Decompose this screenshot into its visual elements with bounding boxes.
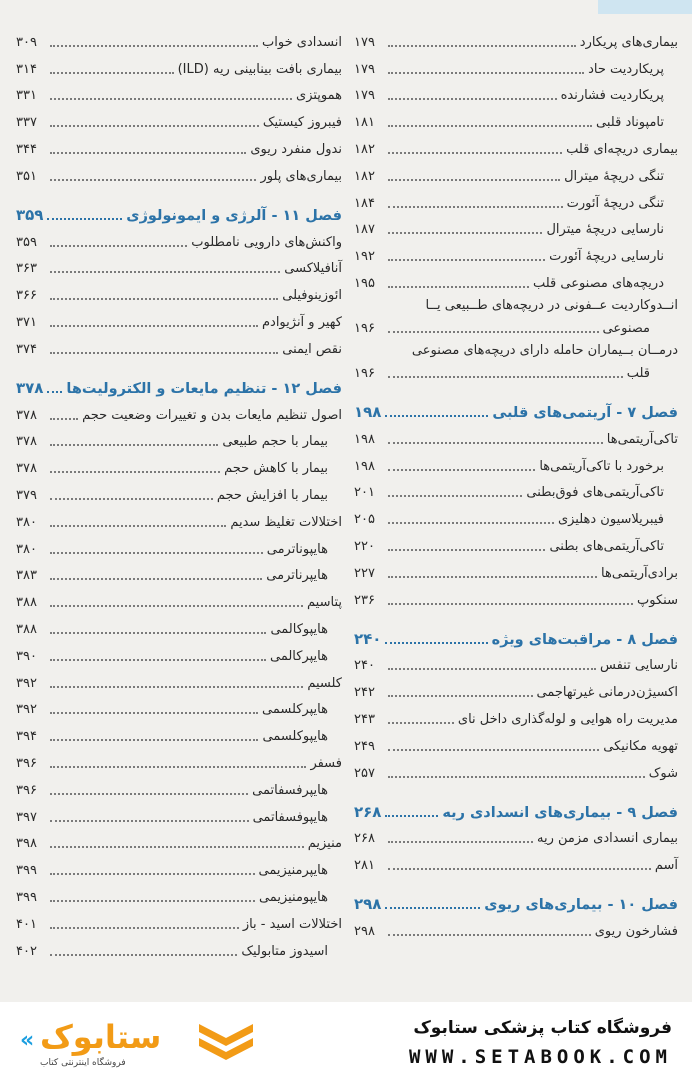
dot-leader — [388, 152, 562, 154]
toc-entry — [16, 158, 342, 185]
toc-entry-title: آنافیلاکسی — [284, 261, 342, 277]
toc-entry-title: ندول منفرد ریوی — [250, 141, 342, 157]
toc-entry-title: آسم — [654, 858, 678, 874]
toc-entry-title: نارسایی تنفس — [600, 658, 678, 674]
dot-leader — [388, 722, 454, 724]
toc-subentry — [16, 558, 342, 585]
toc-subentry — [16, 692, 342, 719]
toc-entry-title: کلسیم — [307, 675, 342, 691]
dot-leader — [385, 415, 488, 417]
dot-leader — [388, 603, 633, 605]
dot-leader — [50, 98, 292, 100]
toc-entry-title: فیبروز کیستیک — [262, 115, 342, 131]
dot-leader — [388, 868, 651, 870]
toc-entry-title: هایپرناترمی — [266, 568, 328, 584]
logo-wordmark: ستابوک — [40, 1018, 162, 1056]
page-number: ۴۰۲ — [16, 943, 37, 959]
dot-leader — [50, 739, 258, 741]
page-number: ۳۹۴ — [16, 729, 37, 745]
toc-entry — [354, 555, 678, 582]
toc-entry-title: هایپرکالمی — [270, 648, 328, 664]
toc-subentry — [354, 501, 678, 528]
dot-leader — [385, 907, 480, 909]
toc-subentry — [16, 424, 342, 451]
toc-entry — [16, 304, 342, 331]
toc-entry-title-continued: قلب — [626, 365, 650, 381]
toc-entry — [354, 131, 678, 158]
toc-subentry — [354, 212, 678, 239]
toc-subentry — [16, 531, 342, 558]
toc-entry — [354, 24, 678, 51]
toc-entry-title: شوک — [648, 765, 678, 781]
dot-leader — [50, 179, 256, 181]
toc-entry — [354, 821, 678, 848]
toc-entry — [16, 665, 342, 692]
logo-chevrons: « — [20, 1028, 35, 1053]
page-number: ۱۷۹ — [354, 61, 375, 77]
toc-entry — [16, 397, 342, 424]
page-number: ۳۱۴ — [16, 61, 37, 77]
page-number: ۲۸۱ — [354, 858, 375, 874]
dot-leader — [388, 776, 645, 778]
toc-entry-title: هایپرکلسمی — [262, 702, 328, 718]
dot-leader — [388, 668, 596, 670]
dot-leader — [50, 444, 218, 446]
page-number: ۳۸۸ — [16, 595, 37, 611]
page-number: ۳۹۰ — [16, 648, 37, 664]
toc-entry-title: تنگی دریچهٔ میترال — [564, 168, 664, 184]
toc-entry-title: اختلالات اسید - باز — [242, 916, 342, 932]
page-number: ۴۰۱ — [16, 916, 37, 932]
dot-leader — [388, 576, 597, 578]
toc-entry — [354, 648, 678, 675]
toc-entry — [354, 913, 678, 940]
page-number: ۲۴۰ — [354, 658, 375, 674]
chapter-page-number: ۳۷۸ — [16, 378, 44, 397]
dot-leader — [50, 352, 278, 354]
page-number: ۳۹۸ — [16, 836, 37, 852]
toc-entry — [354, 292, 678, 337]
toc-entry-title: پریکاردیت فشارنده — [560, 88, 664, 104]
chapter-title: فصل ۷ - آریتمی‌های قلبی — [492, 404, 678, 421]
page-number: ۳۹۲ — [16, 702, 37, 718]
page-number: ۳۴۴ — [16, 141, 37, 157]
page-number: ۲۹۸ — [354, 923, 375, 939]
toc-entry — [354, 674, 678, 701]
dot-leader — [50, 632, 266, 634]
page-number: ۱۹۸ — [354, 458, 375, 474]
toc-entry — [354, 337, 678, 382]
page-number: ۲۵۷ — [354, 765, 375, 781]
toc-entry-title: بیماری انسدادی مزمن ریه — [537, 831, 678, 847]
page-corner-tab — [598, 0, 692, 14]
dot-leader — [50, 552, 263, 554]
toc-entry-title: بیماری دریچه‌ای قلب — [566, 141, 678, 157]
toc-subentry — [16, 852, 342, 879]
page-number: ۱۸۴ — [354, 195, 375, 211]
toc-subentry — [16, 611, 342, 638]
toc-entry-title: تنگی دریچهٔ آئورت — [566, 195, 664, 211]
page-number: ۱۸۱ — [354, 115, 375, 131]
page-number: ۲۲۰ — [354, 538, 375, 554]
dot-leader — [50, 298, 278, 300]
toc-entry-title: بیمار با کاهش حجم — [224, 461, 328, 477]
page-number: ۳۸۸ — [16, 621, 37, 637]
toc-entry-title: هایپوکلسمی — [262, 729, 328, 745]
page-number: ۲۰۱ — [354, 485, 375, 501]
page-number: ۳۹۲ — [16, 675, 37, 691]
dot-leader — [50, 325, 258, 327]
toc-entry — [354, 847, 678, 874]
page-number: ۱۷۹ — [354, 88, 375, 104]
toc-entry-title: پتاسیم — [307, 595, 342, 611]
chapter-title: فصل ۱۱ - آلرژی و ایمونولوژی — [126, 207, 342, 224]
toc-left-column — [16, 24, 342, 960]
toc-entry-title: فیبریلاسیون دهلیزی — [557, 512, 664, 528]
toc-entry-title: تاکی‌آریتمی‌های فوق‌بطنی — [526, 485, 664, 501]
chapter-page-number: ۲۶۸ — [354, 802, 382, 821]
dot-leader — [50, 820, 249, 822]
chapter-page-number: ۱۹۸ — [354, 402, 382, 421]
toc-entry — [16, 224, 342, 251]
page-number: ۳۸۳ — [16, 568, 37, 584]
toc-entry — [354, 755, 678, 782]
toc-right-column — [354, 24, 678, 940]
toc-entry — [354, 582, 678, 609]
chapter-heading — [16, 197, 342, 224]
toc-entry-title: دریچه‌های مصنوعی قلب — [532, 275, 664, 291]
toc-entry — [354, 728, 678, 755]
page-number: ۳۸۰ — [16, 541, 37, 557]
page-number: ۳۳۷ — [16, 115, 37, 131]
toc-entry-title: تهویه مکانیکی — [603, 738, 678, 754]
dot-leader — [50, 45, 258, 47]
toc-entry — [16, 131, 342, 158]
dot-leader — [388, 259, 545, 261]
toc-subentry — [16, 718, 342, 745]
toc-subentry — [16, 799, 342, 826]
page-number: ۳۷۱ — [16, 314, 37, 330]
toc-entry — [16, 745, 342, 772]
toc-entry-title: تاکی‌آریتمی‌های بطنی — [549, 538, 664, 554]
page-number: ۳۷۹ — [16, 487, 37, 503]
dot-leader — [50, 712, 258, 714]
dot-leader — [388, 72, 584, 74]
dot-leader — [50, 954, 237, 956]
dot-leader — [47, 391, 62, 393]
dot-leader — [388, 522, 554, 524]
toc-subentry — [354, 475, 678, 502]
page-number: ۳۶۳ — [16, 261, 37, 277]
page-number: ۱۹۸ — [354, 431, 375, 447]
page-number: ۲۲۷ — [354, 565, 375, 581]
dot-leader — [50, 793, 248, 795]
dot-leader — [388, 495, 522, 497]
chapter-heading — [354, 886, 678, 913]
toc-entry-title: فسفر — [310, 755, 342, 771]
toc-entry-title: بیماری بافت بینابینی ریه (ILD) — [177, 61, 342, 77]
dot-leader — [388, 206, 563, 208]
toc-entry — [16, 584, 342, 611]
toc-entry-title: درمــان بــیماران حامله دارای دریچه‌های مصنوعی — [411, 342, 678, 358]
toc-entry — [16, 826, 342, 853]
chapter-heading — [16, 370, 342, 397]
toc-entry-title: واکنش‌های دارویی نامطلوب — [191, 234, 342, 250]
dot-leader — [50, 525, 226, 527]
page-number: ۲۳۶ — [354, 592, 375, 608]
dot-leader — [388, 98, 557, 100]
dot-leader — [50, 418, 78, 420]
page-number: ۳۷۸ — [16, 407, 37, 423]
page-number: ۲۴۳ — [354, 711, 375, 727]
toc-entry-title: منیزیم — [307, 836, 342, 852]
dot-leader — [388, 232, 542, 234]
dot-leader — [388, 841, 533, 843]
dot-leader — [388, 125, 592, 127]
chapter-title: فصل ۸ - مراقبت‌های ویژه — [491, 631, 678, 648]
toc-entry-title: تاکی‌آریتمی‌ها — [606, 431, 678, 447]
toc-subentry — [354, 104, 678, 131]
toc-subentry — [354, 528, 678, 555]
toc-entry — [16, 51, 342, 78]
page-number: ۲۶۸ — [354, 831, 375, 847]
dot-leader — [388, 469, 535, 471]
dot-leader — [50, 498, 213, 500]
dot-leader — [388, 179, 560, 181]
toc-entry-title: انسدادی خواب — [262, 34, 342, 50]
chapter-page-number: ۲۴۰ — [354, 629, 382, 648]
toc-entry — [16, 504, 342, 531]
toc-entry-title: بیمار با حجم طبیعی — [222, 434, 328, 450]
page-number: ۳۸۰ — [16, 514, 37, 530]
toc-subentry — [354, 185, 678, 212]
page-number: ۱۸۲ — [354, 168, 375, 184]
toc-entry-title: نارسایی دریچهٔ میترال — [546, 222, 664, 238]
dot-leader — [50, 72, 174, 74]
dot-leader — [50, 578, 262, 580]
toc-entry-title: نقص ایمنی — [282, 341, 342, 357]
page-number: ۳۶۶ — [16, 288, 37, 304]
shop-website-link[interactable]: WWW.SETABOOK.COM — [408, 1046, 672, 1068]
dot-leader — [50, 245, 187, 247]
toc-entry — [354, 701, 678, 728]
chapter-heading — [354, 794, 678, 821]
toc-entry — [16, 24, 342, 51]
toc-subentry — [16, 933, 342, 960]
dot-leader — [50, 659, 266, 661]
toc-subentry — [354, 238, 678, 265]
toc-entry-title: پریکاردیت حاد — [588, 61, 664, 77]
chapter-page-number: ۳۵۹ — [16, 205, 44, 224]
toc-entry — [354, 421, 678, 448]
toc-subentry — [16, 450, 342, 477]
chapter-heading — [354, 621, 678, 648]
dot-leader — [50, 152, 246, 154]
toc-entry — [16, 331, 342, 358]
toc-entry-title: هایپرمنیزیمی — [258, 863, 328, 879]
page-number: ۳۵۹ — [16, 234, 37, 250]
toc-subentry — [16, 638, 342, 665]
dot-leader — [50, 686, 303, 688]
page-number: ۳۷۸ — [16, 461, 37, 477]
dot-leader — [50, 605, 303, 607]
dot-leader — [388, 749, 599, 751]
chapter-title: فصل ۱۲ - تنظیم مایعات و الکترولیت‌ها — [66, 380, 342, 397]
toc-entry-title: بیماری‌های پلور — [260, 168, 342, 184]
dot-leader — [50, 927, 239, 929]
toc-entry-title: فشارخون ریوی — [594, 923, 678, 939]
dot-leader — [50, 271, 280, 273]
dot-leader — [385, 642, 487, 644]
dot-leader — [388, 286, 529, 288]
toc-subentry — [354, 265, 678, 292]
page-number: ۳۹۶ — [16, 755, 37, 771]
page-number: ۳۹۶ — [16, 782, 37, 798]
toc-entry — [16, 277, 342, 304]
toc-entry-title: کهیر و آنژیوادم — [261, 314, 342, 330]
toc-entry-title: هموپتزی — [296, 88, 342, 104]
toc-entry-title: اسیدوز متابولیک — [241, 943, 328, 959]
page-number: ۳۷۴ — [16, 341, 37, 357]
page-number: ۱۹۶ — [354, 320, 375, 336]
toc-entry-title: اکسیژن‌درمانی غیرتهاجمی — [536, 685, 678, 701]
dot-leader — [388, 331, 599, 333]
page-number: ۳۷۸ — [16, 434, 37, 450]
toc-subentry — [16, 772, 342, 799]
page-number: ۳۹۷ — [16, 809, 37, 825]
toc-entry-title: اصول تنظیم مایعات بدن و تغییرات وضعیت حجم — [82, 407, 342, 423]
page-number: ۳۹۹ — [16, 889, 37, 905]
book-logo-icon — [195, 1016, 257, 1066]
page-number: ۱۹۵ — [354, 275, 375, 291]
dot-leader — [50, 873, 255, 875]
toc-entry-title: تامپوناد قلبی — [596, 115, 664, 131]
shop-footer-banner — [0, 1002, 692, 1080]
page-number: ۲۴۲ — [354, 685, 375, 701]
toc-entry-title: هایپومنیزیمی — [258, 889, 328, 905]
toc-subentry — [16, 477, 342, 504]
toc-entry-title-continued: مصنوعی — [602, 320, 650, 336]
page-number: ۱۷۹ — [354, 34, 375, 50]
toc-entry-title: اختلالات تغلیظ سدیم — [230, 514, 342, 530]
toc-entry-title: هایپوناترمی — [266, 541, 328, 557]
chapter-title: فصل ۹ - بیماری‌های انسدادی ریه — [442, 804, 678, 821]
toc-subentry — [16, 879, 342, 906]
shop-name: فروشگاه کتاب پزشکی ستابوک — [413, 1018, 672, 1038]
dot-leader — [388, 442, 603, 444]
toc-entry-title: سنکوپ — [637, 592, 678, 608]
toc-entry-title: برادی‌آریتمی‌ها — [601, 565, 678, 581]
page-number: ۲۰۵ — [354, 512, 375, 528]
dot-leader — [50, 900, 255, 902]
dot-leader — [50, 846, 304, 848]
dot-leader — [388, 45, 576, 47]
dot-leader — [50, 125, 259, 127]
toc-entry-title: هایپرفسفاتمی — [252, 782, 328, 798]
toc-entry-title: نارسایی دریچهٔ آئورت — [549, 249, 664, 265]
toc-entry — [16, 251, 342, 278]
page-number: ۱۸۲ — [354, 141, 375, 157]
toc-entry-title: انــدوکاردیت عــفونی در دریچه‌های طــبیعی یــا — [425, 297, 678, 313]
page-number: ۱۸۷ — [354, 222, 375, 238]
toc-subentry — [354, 158, 678, 185]
dot-leader — [388, 376, 623, 378]
page-number: ۳۳۱ — [16, 88, 37, 104]
dot-leader — [385, 815, 438, 817]
dot-leader — [388, 695, 533, 697]
toc-entry-title: بیماری‌های پریکارد — [579, 34, 678, 50]
dot-leader — [47, 218, 122, 220]
toc-entry — [16, 906, 342, 933]
chapter-page-number: ۲۹۸ — [354, 895, 382, 914]
toc-entry — [16, 78, 342, 105]
dot-leader — [388, 934, 591, 936]
page-number: ۳۵۱ — [16, 168, 37, 184]
toc-entry-title: هایپوفسفاتمی — [252, 809, 328, 825]
page-number: ۱۹۶ — [354, 365, 375, 381]
toc-entry-title: برخورد با تاکی‌آریتمی‌ها — [539, 458, 664, 474]
page-number: ۱۹۲ — [354, 249, 375, 265]
dot-leader — [50, 471, 220, 473]
toc-subentry — [354, 448, 678, 475]
page-number: ۳۹۹ — [16, 863, 37, 879]
toc-entry — [16, 104, 342, 131]
page-number: ۳۰۹ — [16, 34, 37, 50]
toc-entry-title: ائوزینوفیلی — [282, 288, 342, 304]
toc-entry-title: بیمار با افزایش حجم — [216, 487, 328, 503]
toc-entry-title: مدیریت راه هوایی و لوله‌گذاری داخل نای — [457, 711, 678, 727]
toc-subentry — [354, 51, 678, 78]
dot-leader — [50, 766, 306, 768]
toc-subentry — [354, 78, 678, 105]
chapter-heading — [354, 394, 678, 421]
logo-subtitle: فروشگاه اینترنتی کتاب — [40, 1058, 126, 1068]
dot-leader — [388, 549, 545, 551]
chapter-title: فصل ۱۰ - بیماری‌های ریوی — [484, 897, 678, 914]
page-number: ۲۴۹ — [354, 738, 375, 754]
toc-entry-title: هایپوکالمی — [270, 621, 328, 637]
